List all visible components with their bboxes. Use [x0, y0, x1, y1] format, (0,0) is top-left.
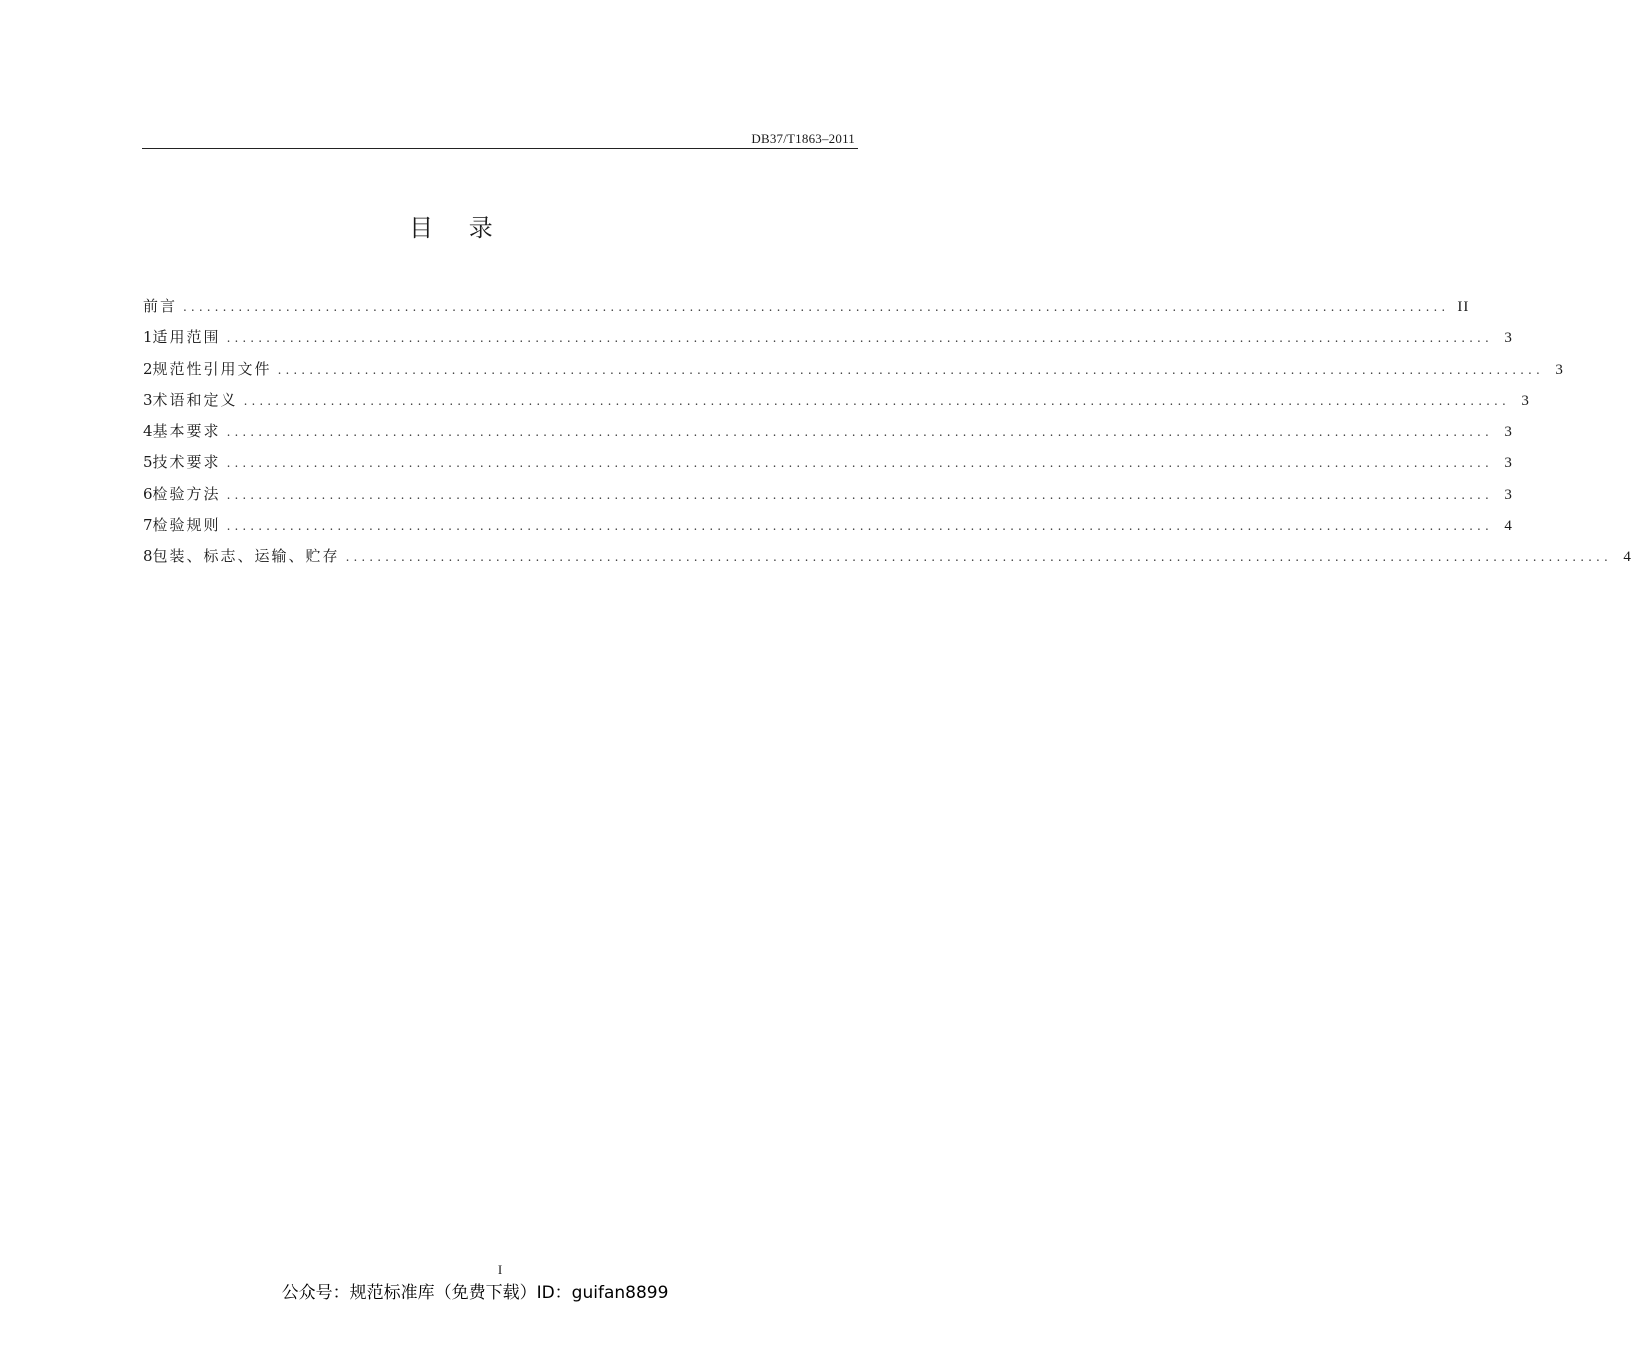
toc-leader-dots: ................................................................................................................................................................ [226, 331, 1493, 346]
toc-entry-title: 前言 [143, 297, 178, 315]
toc-entry-title: 包装、标志、运输、贮存 [152, 547, 340, 566]
toc-entry-page: 3 [1504, 455, 1513, 472]
toc-entry-packaging-marking[interactable] [143, 546, 1632, 577]
document-code: DB37/T1863–2011 [751, 131, 855, 146]
toc-entry-page: 3 [1555, 361, 1564, 378]
toc-leader-dots: ................................................................................................................................................................ [183, 300, 1450, 314]
toc-entry-technical-requirements[interactable] [143, 452, 1513, 483]
toc-title: 目 录 [409, 214, 507, 242]
toc-entry-page: 3 [1504, 424, 1513, 441]
toc-leader-dots: ................................................................................................................................................................ [226, 519, 1493, 534]
toc-leader-dots: ................................................................................................................................................................ [226, 425, 1493, 440]
toc-entry-number: 4 [143, 422, 153, 441]
watermark-text: 公众号：规范标准库（免费下载）ID：guifan8899 [281, 1283, 669, 1303]
toc-entry-title: 基本要求 [152, 422, 221, 441]
toc-entry-inspection-rules[interactable] [143, 515, 1513, 546]
toc-entry-terms-definitions[interactable] [143, 390, 1530, 421]
toc-leader-dots: ................................................................................................................................................................ [345, 550, 1612, 565]
toc-entry-title: 规范性引用文件 [152, 359, 272, 378]
toc-entry-number: 5 [143, 453, 153, 472]
table-of-contents [143, 296, 1632, 578]
toc-entry-test-methods[interactable] [143, 484, 1513, 515]
toc-entry-page: 4 [1504, 518, 1513, 535]
toc-entry-page: 4 [1623, 549, 1632, 566]
toc-entry-number: 3 [143, 390, 153, 409]
toc-leader-dots: ................................................................................................................................................................ [226, 487, 1493, 502]
toc-entry-number: 2 [143, 359, 153, 378]
toc-entry-number: 7 [143, 516, 153, 535]
toc-entry-number: 8 [143, 547, 153, 566]
toc-entry-page: 3 [1521, 392, 1530, 409]
toc-entry-normative-references[interactable] [143, 359, 1564, 390]
toc-leader-dots: ................................................................................................................................................................ [243, 393, 1510, 408]
toc-entry-title: 检验方法 [152, 484, 221, 503]
toc-entry-title: 检验规则 [152, 516, 221, 535]
toc-entry-basic-requirements[interactable] [143, 421, 1513, 452]
toc-entry-scope[interactable] [143, 327, 1513, 358]
page-number: I [497, 1262, 503, 1277]
toc-entry-number: 1 [143, 328, 153, 347]
toc-leader-dots: ................................................................................................................................................................ [226, 456, 1493, 471]
toc-entry-title: 术语和定义 [152, 390, 238, 409]
toc-entry-number: 6 [143, 484, 153, 503]
toc-entry-page: 3 [1504, 486, 1513, 503]
toc-leader-dots: ................................................................................................................................................................ [277, 362, 1544, 377]
toc-entry-title: 适用范围 [152, 328, 221, 347]
toc-entry-title: 技术要求 [152, 453, 221, 472]
toc-entry-page: II [1457, 299, 1470, 315]
toc-entry-foreword[interactable] [143, 296, 1470, 327]
header-rule [142, 148, 858, 149]
toc-entry-page: 3 [1504, 330, 1513, 347]
